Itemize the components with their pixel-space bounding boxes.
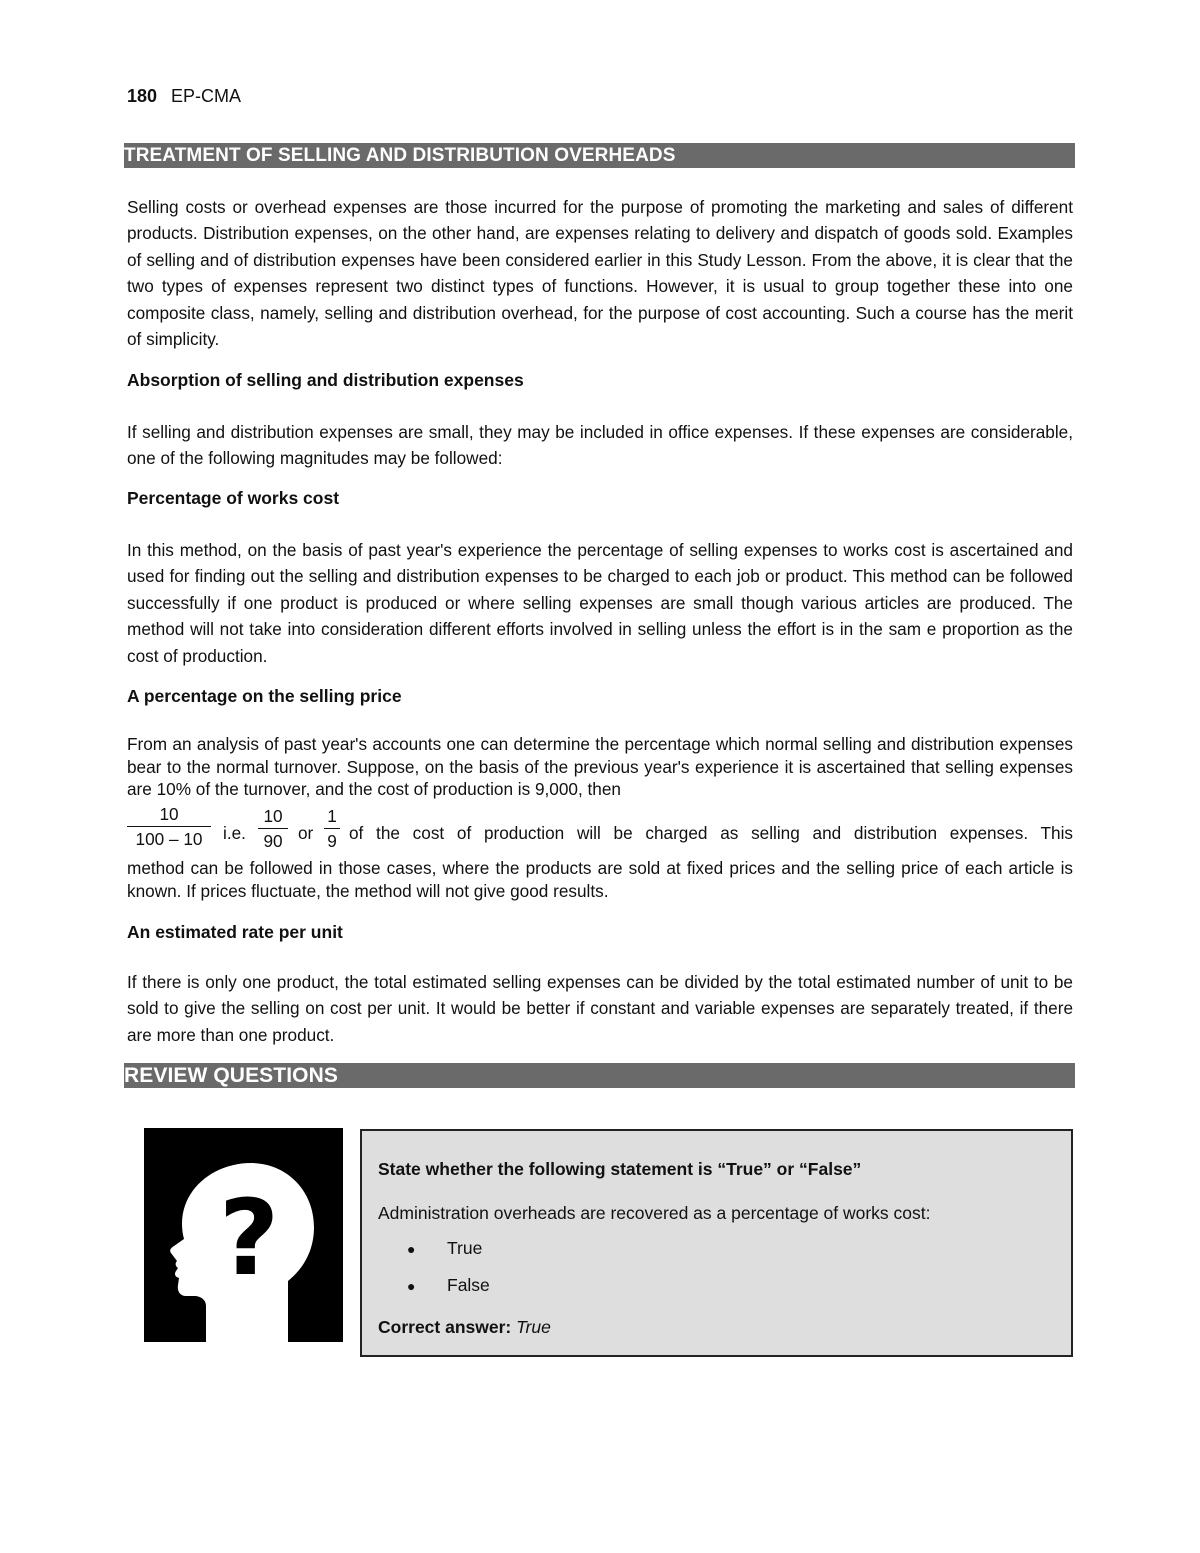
head-question-icon: [144, 1128, 343, 1342]
answer-label: Correct answer:: [378, 1317, 512, 1337]
ie-text: i.e.: [223, 823, 246, 843]
running-header: [127, 86, 241, 107]
fraction-line: [127, 804, 1073, 864]
fraction-denominator: 90: [263, 831, 283, 851]
correct-answer: [378, 1317, 551, 1338]
fraction-1-over-9: [324, 806, 340, 851]
option-label: False: [447, 1275, 490, 1295]
selling-price-paragraph-continued: method can be followed in those cases, where the products are sold at fixed prices and the selling price of each article is known. If prices fluctuate, the method will not give good results.: [127, 858, 1073, 901]
review-question-box: [360, 1129, 1073, 1357]
option-true: [407, 1238, 482, 1259]
fraction-denominator: 100 – 10: [135, 829, 203, 849]
works-cost-heading: Percentage of works cost: [127, 488, 340, 508]
fraction-denominator: 9: [327, 831, 337, 851]
bullet-icon: ●: [407, 1241, 416, 1257]
selling-price-heading: A percentage on the selling price: [127, 686, 402, 706]
or-text: or: [298, 823, 314, 843]
running-title: EP-CMA: [171, 86, 242, 106]
fraction-numerator: 1: [324, 806, 340, 829]
fraction-10-over-100-minus-10: [127, 804, 211, 849]
svg-text:?: ?: [218, 1177, 280, 1299]
answer-value: True: [516, 1317, 551, 1337]
option-false: [407, 1275, 490, 1296]
section-title-bar: TREATMENT OF SELLING AND DISTRIBUTION OVERHEADS: [124, 143, 1075, 168]
question-heading: State whether the following statement is “True” or “False”: [378, 1159, 862, 1179]
question-text: Administration overheads are recovered as a percentage of works cost:: [378, 1203, 931, 1223]
fraction-10-over-90: [258, 806, 288, 851]
option-label: True: [447, 1238, 483, 1258]
page-number: 180: [127, 86, 158, 106]
rate-paragraph: If there is only one product, the total estimated selling expenses can be divided by the total estimated number of unit to be sold to give the selling on cost per unit. It would be better if constant and variable expenses are separately treated, if there are more than one product.: [127, 972, 1073, 1045]
works-cost-paragraph: In this method, on the basis of past year's experience the percentage of selling expenses to works cost is ascertained and used for finding out the selling and distribution expenses to be charged to each job or product. This method can be followed successfully if one product is produced or where selling expenses are small though various articles are produced. The method will not take into consideration different efforts involved in selling unless the effort is in the sam e proportion as the cost of production.: [127, 540, 1073, 666]
review-title-bar: REVIEW QUESTIONS: [124, 1063, 1075, 1088]
absorption-heading: Absorption of selling and distribution expenses: [127, 370, 524, 390]
selling-price-paragraph: From an analysis of past year's accounts one can determine the percentage which normal selling and distribution expenses bear to the normal turnover. Suppose, on the basis of the previous year's experience it is ascertained that selling expenses are 10% of the turnover, and the cost of production is 9,000, then: [127, 734, 1073, 799]
intro-paragraph: Selling costs or overhead expenses are those incurred for the purpose of promoting the marketing and sales of different products. Distribution expenses, on the other hand, are expenses relating to delivery and dispatch of goods sold. Examples of selling and of distribution expenses have been considered earlier in this Study Lesson. From the above, it is clear that the two types of expenses represent two distinct types of functions. However, it is usual to group together these into one composite class, namely, selling and distribution overhead, for the purpose of cost accounting. Such a course has the merit of simplicity.: [127, 197, 1073, 350]
fraction-tail-text: of the cost of production will be charged as selling and distribution expenses. This: [349, 823, 1073, 843]
rate-heading: An estimated rate per unit: [127, 922, 343, 942]
fraction-numerator: 10: [258, 806, 288, 829]
absorption-paragraph: If selling and distribution expenses are small, they may be included in office expenses. If these expenses are considerable, one of the following magnitudes may be followed:: [127, 422, 1073, 469]
bullet-icon: ●: [407, 1278, 416, 1294]
fraction-numerator: 10: [127, 804, 211, 827]
